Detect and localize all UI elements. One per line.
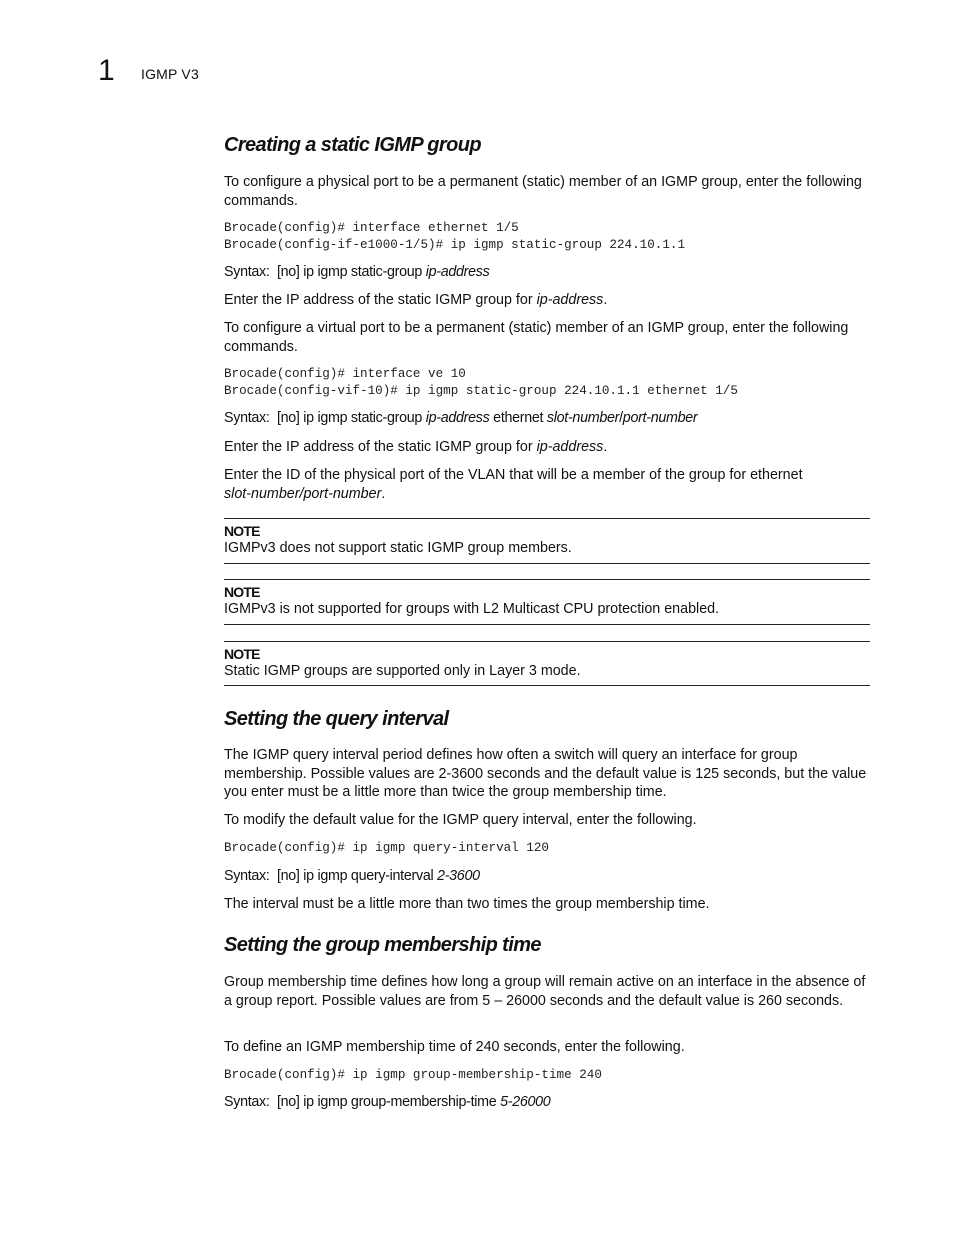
note-box xyxy=(224,518,870,564)
argument-text: slot-number/port-number xyxy=(224,485,382,502)
syntax-label: Syntax: xyxy=(224,410,270,426)
note-text: Static IGMP groups are supported only in Layer 3 mode. xyxy=(224,663,581,679)
note-heading: NOTE xyxy=(224,646,260,662)
syntax-line-static-1 xyxy=(224,263,489,281)
syntax-argument: ip-address xyxy=(425,264,490,280)
section-heading-static-group: Creating a static IGMP group xyxy=(224,134,481,156)
text-run: . xyxy=(603,439,608,455)
paragraph-query-modify: To modify the default value for the IGMP query interval, enter the following. xyxy=(224,812,697,828)
section-heading-query-interval: Setting the query interval xyxy=(224,708,449,730)
note-heading: NOTE xyxy=(224,523,260,539)
syntax-line-query xyxy=(224,867,480,885)
syntax-label: Syntax: xyxy=(224,264,270,280)
syntax-line-membership xyxy=(224,1093,550,1111)
syntax-command: [no] ip igmp query-interval xyxy=(276,868,434,884)
code-line: Brocade(config)# interface ethernet 1/5 xyxy=(224,221,519,235)
argument-text: ip-address xyxy=(536,292,604,308)
note-box xyxy=(224,641,870,686)
syntax-keyword: ethernet xyxy=(493,410,544,426)
text-run: Enter the ID of the physical port of the VLAN that will be a member of the group for xyxy=(224,467,751,483)
syntax-label: Syntax: xyxy=(224,868,270,884)
note-text: IGMPv3 is not supported for groups with L2 Multicast CPU protection enabled. xyxy=(224,601,720,617)
paragraph-static-ip-2 xyxy=(224,438,870,457)
note-text: IGMPv3 does not support static IGMP group members. xyxy=(224,540,572,556)
text-run: Enter the IP address of the static IGMP group for xyxy=(224,439,537,455)
syntax-argument: 5-26000 xyxy=(500,1094,551,1110)
keyword-text: ethernet xyxy=(750,467,803,483)
argument-text: ip-address xyxy=(536,439,604,455)
section-heading-membership-time: Setting the group membership time xyxy=(224,934,541,956)
code-block-query xyxy=(224,840,549,857)
syntax-command: [no] ip igmp static-group xyxy=(276,264,423,280)
syntax-argument: slot-number xyxy=(546,410,620,426)
syntax-separator: / xyxy=(619,410,623,426)
code-block-membership xyxy=(224,1067,602,1084)
code-line: Brocade(config-vif-10)# ip igmp static-group 224.10.1.1 ethernet 1/5 xyxy=(224,383,738,398)
paragraph-static-intro: To configure a physical port to be a permanent (static) member of an IGMP group, enter the following commands. xyxy=(224,174,862,209)
note-box xyxy=(224,579,870,625)
paragraph-virtual-port-intro: To configure a virtual port to be a permanent (static) member of an IGMP group, enter the following commands. xyxy=(224,320,849,355)
syntax-command: [no] ip igmp static-group xyxy=(276,410,423,426)
code-line: Brocade(config-if-e1000-1/5)# ip igmp static-group 224.10.1.1 xyxy=(224,237,686,252)
paragraph-static-ip xyxy=(224,291,870,310)
text-run: . xyxy=(381,485,386,502)
syntax-argument: port-number xyxy=(622,410,698,426)
paragraph-membership-intro: Group membership time defines how long a group will remain active on an interface in the absence of a group report. Possible values are from 5 – 26000 seconds and the default value is 260 seconds. xyxy=(224,974,866,1009)
code-line: Brocade(config)# interface ve 10 xyxy=(224,367,466,381)
code-line: Brocade(config)# ip igmp query-interval 120 xyxy=(224,841,549,855)
note-heading: NOTE xyxy=(224,584,260,600)
paragraph-membership-define: To define an IGMP membership time of 240 seconds, enter the following. xyxy=(224,1039,685,1055)
syntax-argument: 2-3600 xyxy=(437,868,480,884)
chapter-title: IGMP V3 xyxy=(141,66,199,82)
syntax-label: Syntax: xyxy=(224,1094,270,1110)
code-line: Brocade(config)# ip igmp group-membership-time 240 xyxy=(224,1068,602,1082)
text-run: Enter the IP address of the static IGMP group for xyxy=(224,292,537,308)
syntax-line-static-2 xyxy=(224,409,697,427)
text-run: . xyxy=(603,292,608,308)
code-block-static-2 xyxy=(224,366,738,399)
chapter-number: 1 xyxy=(98,54,115,87)
paragraph-physical-port-id xyxy=(224,466,870,503)
syntax-command: [no] ip igmp group-membership-time xyxy=(276,1094,497,1110)
code-block-static-1 xyxy=(224,220,685,253)
syntax-argument: ip-address xyxy=(425,410,490,426)
paragraph-query-note: The interval must be a little more than two times the group membership time. xyxy=(224,896,710,912)
paragraph-query-intro: The IGMP query interval period defines how often a switch will query an interface for group membership. Possible values are 2-3600 seconds and the default value is 125 seconds, but the value you enter must be a little more than twice the group membership time. xyxy=(224,747,867,800)
